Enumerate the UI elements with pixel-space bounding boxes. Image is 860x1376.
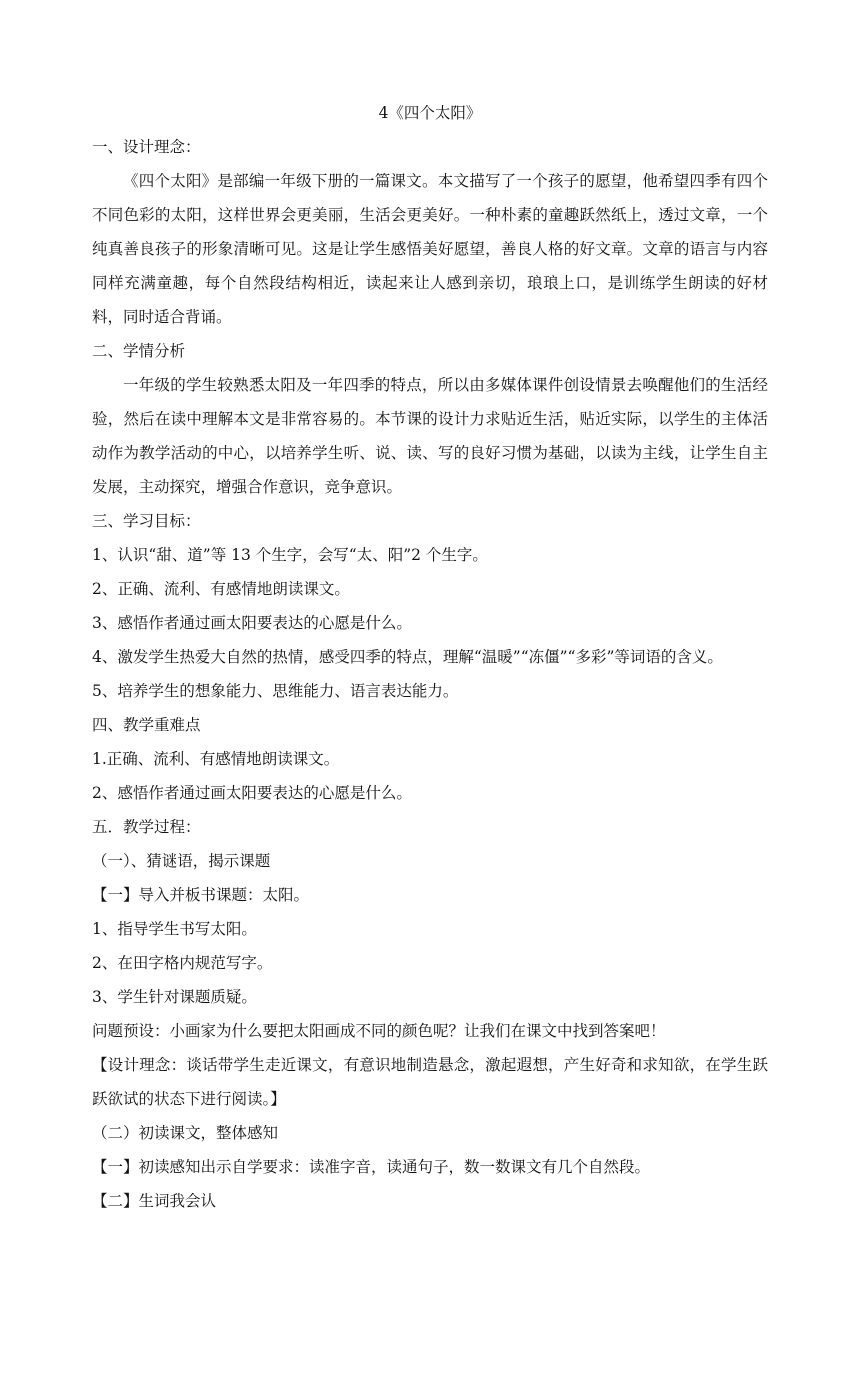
step-item: 3、学生针对课题质疑。 bbox=[92, 988, 257, 1006]
goal-item: 5、培养学生的想象能力、思维能力、语言表达能力。 bbox=[92, 682, 459, 700]
step-item: 1、指导学生书写太阳。 bbox=[92, 920, 257, 938]
process-heading: 五．教学过程： bbox=[92, 818, 201, 836]
document-page bbox=[92, 96, 768, 1218]
goal-item: 1、认识“甜、道”等 13 个生字，会写“太、阳”2 个生字。 bbox=[92, 546, 488, 564]
design-heading: 一、设计理念： bbox=[92, 138, 201, 156]
keypoint-item: 2、感悟作者通过画太阳要表达的心愿是什么。 bbox=[92, 784, 412, 802]
analysis-paragraph: 一年级的学生较熟悉太阳及一年四季的特点，所以由多媒体课件创设情景去唤醒他们的生活经验，然后在读中理解本文是非常容易的。本节课的设计力求贴近生活，贴近实际，以学生的主体活动作为教学活动的中心，以培养学生听、说、读、写的良好习惯为基础，以读为主线，让学生自主发展，主动探究，增强合作意识，竞争意识。 bbox=[92, 376, 768, 496]
goals-heading: 三、学习目标： bbox=[92, 512, 201, 530]
design-note: 【设计理念：谈话带学生走近课文，有意识地制造悬念，激起遐想，产生好奇和求知欲，在学生跃跃欲试的状态下进行阅读。】 bbox=[92, 1056, 768, 1108]
goal-item: 2、正确、流利、有感情地朗读课文。 bbox=[92, 580, 350, 598]
analysis-heading: 二、学情分析 bbox=[92, 342, 186, 360]
step-item: 【一】导入并板书课题：太阳。 bbox=[92, 886, 310, 904]
document-title: 4《四个太阳》 bbox=[378, 104, 482, 122]
step-heading: （二）初读课文，整体感知 bbox=[92, 1124, 279, 1142]
step-heading: （一）、猜谜语，揭示课题 bbox=[92, 852, 271, 870]
step-item: 2、在田字格内规范写字。 bbox=[92, 954, 273, 972]
question-preset: 问题预设：小画家为什么要把太阳画成不同的颜色呢？让我们在课文中找到答案吧！ bbox=[92, 1022, 666, 1040]
step-item: 【一】初读感知出示自学要求：读准字音，读通句子，数一数课文有几个自然段。 bbox=[92, 1158, 651, 1176]
keypoints-heading: 四、教学重难点 bbox=[92, 716, 201, 734]
goal-item: 4、激发学生热爱大自然的热情，感受四季的特点，理解“温暖”“冻僵”“多彩”等词语的含义。 bbox=[92, 648, 723, 666]
step-item: 【二】生词我会认 bbox=[92, 1192, 217, 1210]
design-paragraph: 《四个太阳》是部编一年级下册的一篇课文。本文描写了一个孩子的愿望，他希望四季有四个不同色彩的太阳，这样世界会更美丽，生活会更美好。一种朴素的童趣跃然纸上，透过文章，一个纯真善良孩子的形象清晰可见。这是让学生感悟美好愿望，善良人格的好文章。文章的语言与内容同样充满童趣，每个自然段结构相近，读起来让人感到亲切，琅琅上口，是训练学生朗读的好材料，同时适合背诵。 bbox=[92, 172, 768, 326]
keypoint-item: 1.正确、流利、有感情地朗读课文。 bbox=[92, 750, 340, 768]
goal-item: 3、感悟作者通过画太阳要表达的心愿是什么。 bbox=[92, 614, 412, 632]
